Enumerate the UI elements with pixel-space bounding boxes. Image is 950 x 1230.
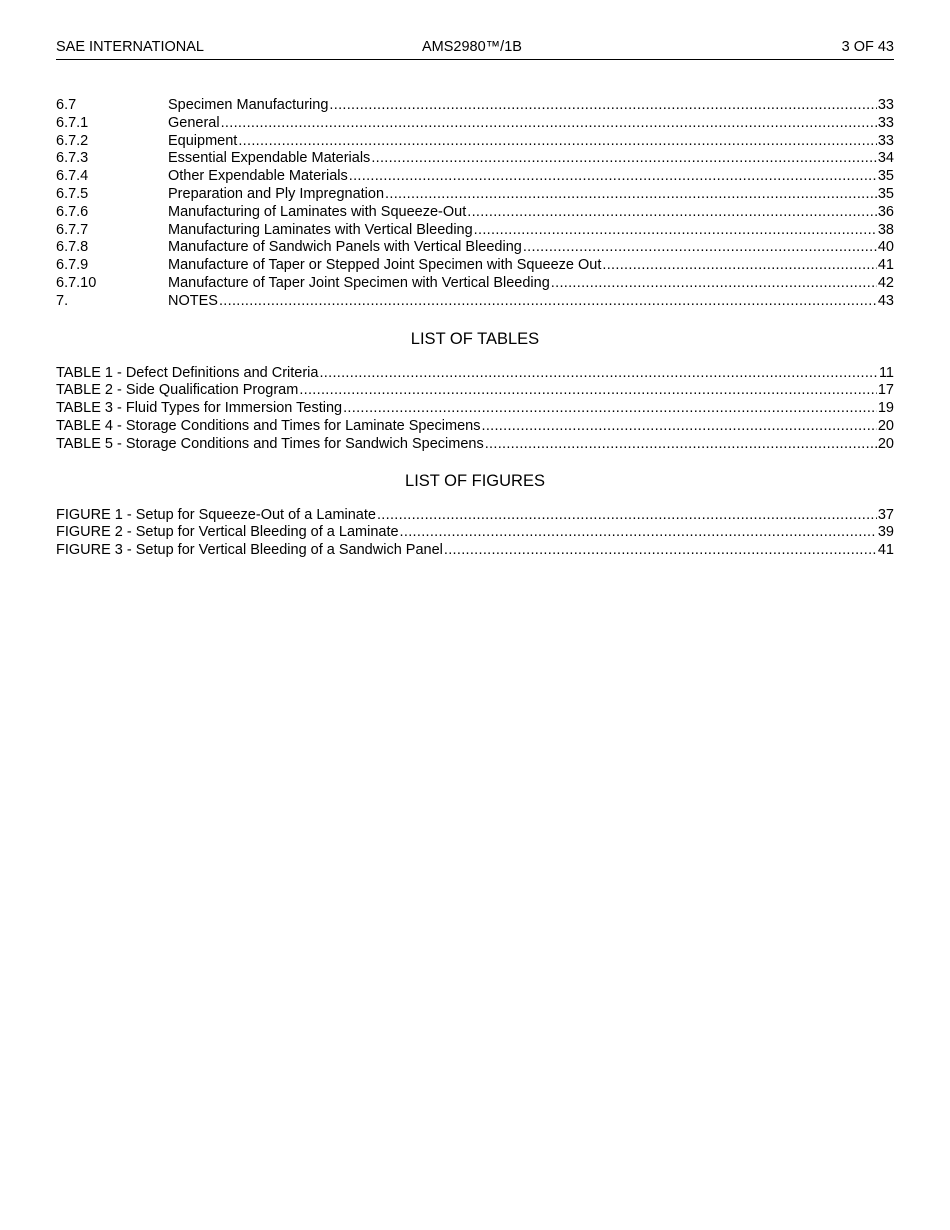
dot-leader: [523, 239, 877, 257]
toc-entry[interactable]: [56, 239, 894, 257]
dot-leader: [474, 222, 877, 240]
figure-entry[interactable]: [56, 542, 894, 560]
toc-entry-title: Essential Expendable Materials: [168, 150, 371, 167]
toc-entry-page: 33: [877, 132, 894, 149]
list-of-figures-heading: LIST OF FIGURES: [405, 471, 545, 490]
toc-entry-title: Manufacturing Laminates with Vertical Bleeding: [168, 221, 473, 238]
toc-entry-number: 6.7.8: [56, 239, 89, 256]
toc-entry-number: 6.7.1: [56, 114, 89, 131]
toc-entry-number: 7.: [56, 292, 69, 309]
toc-entry-title: Manufacture of Sandwich Panels with Vertical Bleeding: [168, 239, 522, 256]
figure-entry-title: FIGURE 2 - Setup for Vertical Bleeding of a Laminate: [56, 524, 399, 541]
toc-entry-page: 36: [877, 203, 894, 220]
dot-leader: [467, 204, 877, 222]
table-entry[interactable]: [56, 418, 894, 436]
toc-entry-page: 43: [877, 292, 894, 309]
dot-leader: [219, 293, 877, 311]
figure-entry-title: FIGURE 1 - Setup for Squeeze-Out of a Laminate: [56, 506, 376, 523]
table-entry-page: 17: [877, 382, 894, 399]
toc-entry-page: 38: [877, 221, 894, 238]
toc-entry[interactable]: [56, 115, 894, 133]
toc-entry-number: 6.7.2: [56, 132, 89, 149]
dot-leader: [485, 436, 877, 454]
toc-entry-title: Preparation and Ply Impregnation: [168, 185, 385, 202]
dot-leader: [329, 97, 876, 115]
dot-leader: [444, 542, 877, 560]
toc-entry[interactable]: [56, 186, 894, 204]
figure-entry-title: FIGURE 3 - Setup for Vertical Bleeding of a Sandwich Panel: [56, 542, 443, 559]
toc-entry-page: 33: [877, 97, 894, 113]
dot-leader: [400, 524, 877, 542]
header-document-id: AMS2980™/1B: [422, 39, 522, 55]
page-header: [56, 0, 894, 60]
list-of-figures: [56, 507, 894, 560]
toc-entry[interactable]: [56, 275, 894, 293]
toc-entry-number: 6.7.9: [56, 257, 89, 274]
toc-entry-title: Other Expendable Materials: [168, 168, 348, 185]
toc-entry-title: Equipment: [168, 132, 238, 149]
dot-leader: [319, 365, 877, 383]
table-entry-page: 19: [877, 400, 894, 417]
dot-leader: [551, 275, 877, 293]
table-entry[interactable]: [56, 382, 894, 400]
dot-leader: [349, 168, 877, 186]
dot-leader: [481, 418, 876, 436]
dot-leader: [385, 186, 877, 204]
dot-leader: [377, 507, 877, 525]
list-of-tables: [56, 365, 894, 454]
toc-entry[interactable]: [56, 222, 894, 240]
toc-entry-page: 40: [877, 239, 894, 256]
figure-entry-page: 41: [877, 542, 894, 559]
header-organization: SAE INTERNATIONAL: [56, 39, 204, 55]
figure-entry[interactable]: [56, 524, 894, 542]
toc-entry[interactable]: [56, 293, 894, 311]
toc-entry-title: Manufacture of Taper Joint Specimen with Vertical Bleeding: [168, 274, 550, 291]
dot-leader: [221, 115, 877, 133]
dot-leader: [602, 257, 876, 275]
toc-entry-number: 6.7.7: [56, 221, 89, 238]
toc-entry-number: 6.7: [56, 97, 77, 113]
toc-entry[interactable]: [56, 150, 894, 168]
toc-entry-title: General: [168, 114, 220, 131]
figure-entry[interactable]: [56, 507, 894, 525]
table-entry-title: TABLE 5 - Storage Conditions and Times for Sandwich Specimens: [56, 435, 484, 452]
document-page: [56, 0, 894, 560]
toc-entry[interactable]: [56, 133, 894, 151]
toc-entry[interactable]: [56, 204, 894, 222]
toc-entry-number: 6.7.5: [56, 185, 89, 202]
figure-entry-page: 37: [877, 506, 894, 523]
table-entry[interactable]: [56, 365, 894, 383]
toc-entry-number: 6.7.4: [56, 168, 89, 185]
toc-entry-number: 6.7.10: [56, 274, 97, 291]
dot-leader: [371, 150, 877, 168]
dot-leader: [343, 400, 877, 418]
toc-entry-page: 35: [877, 185, 894, 202]
table-entry-page: 20: [877, 435, 894, 452]
toc-entry-page: 35: [877, 168, 894, 185]
figure-entry-page: 39: [877, 524, 894, 541]
table-entry-page: 11: [878, 364, 894, 381]
toc-entry-page: 41: [877, 257, 894, 274]
table-entry-title: TABLE 1 - Defect Definitions and Criteria: [56, 364, 319, 381]
toc-entry[interactable]: [56, 97, 894, 115]
toc-entry-title: Manufacture of Taper or Stepped Joint Specimen with Squeeze Out: [168, 257, 602, 274]
toc-entry-number: 6.7.3: [56, 150, 89, 167]
dot-leader: [238, 133, 877, 151]
dot-leader: [299, 382, 877, 400]
table-entry-title: TABLE 2 - Side Qualification Program: [56, 382, 299, 399]
toc-entry-title: Specimen Manufacturing: [168, 97, 329, 113]
toc-entry-title: NOTES: [168, 292, 218, 309]
table-entry-title: TABLE 4 - Storage Conditions and Times for Laminate Specimens: [56, 417, 481, 434]
toc-entry-page: 34: [877, 150, 894, 167]
list-of-tables-heading: LIST OF TABLES: [410, 329, 540, 348]
toc-entry[interactable]: [56, 257, 894, 275]
toc-entry-page: 33: [877, 114, 894, 131]
header-page-number: 3 OF 43: [841, 39, 894, 55]
table-entry-title: TABLE 3 - Fluid Types for Immersion Testing: [56, 400, 343, 417]
table-entry[interactable]: [56, 400, 894, 418]
table-of-contents: [56, 97, 894, 311]
toc-entry-number: 6.7.6: [56, 203, 89, 220]
table-entry[interactable]: [56, 436, 894, 454]
toc-entry-page: 42: [877, 274, 894, 291]
toc-entry[interactable]: [56, 168, 894, 186]
table-entry-page: 20: [877, 417, 894, 434]
toc-entry-title: Manufacturing of Laminates with Squeeze-Out: [168, 203, 467, 220]
